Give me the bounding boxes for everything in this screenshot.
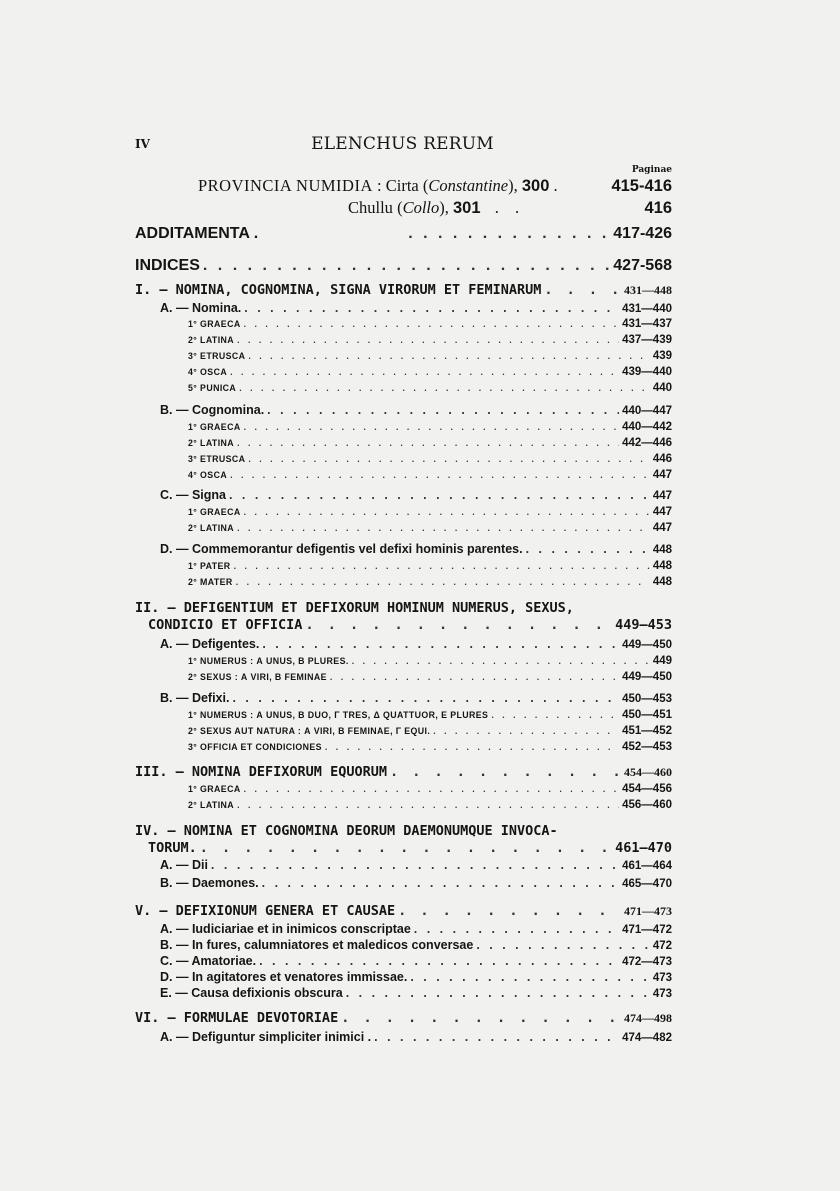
toc-entry: [135, 903, 672, 923]
entry-pages: 448: [652, 576, 672, 588]
toc-entry: [188, 799, 672, 819]
entry-label: A. — Nomina.: [160, 301, 242, 315]
dot-leader: [230, 470, 650, 480]
entry-pages: 449: [652, 655, 672, 667]
toc-entry: [160, 637, 672, 657]
entry-label: 3° ETRUSCA: [188, 351, 246, 361]
dot-leader: [305, 617, 612, 633]
entry-pages: 461—470: [615, 840, 672, 856]
entry-pages: 439—440: [622, 366, 672, 378]
dot-leader: [237, 523, 650, 533]
entry-pages: 451—452: [622, 725, 672, 737]
toc-entry: [135, 1010, 672, 1030]
entry-pages: 449—450: [622, 671, 672, 683]
place-name: Cirta: [385, 176, 419, 195]
entry-label: 1° GRAECA: [188, 422, 241, 432]
entry-label: 1° GRAECA: [188, 784, 241, 794]
entry-pages: 474—498: [624, 1011, 672, 1025]
toc-entry: [188, 382, 672, 402]
dot-leader: [410, 970, 649, 984]
entry-label: III. — NOMINA DEFIXORUM EQUORUM: [135, 764, 387, 780]
modern-name: Collo: [402, 198, 440, 217]
entry-pages: 471—473: [624, 904, 672, 918]
entry-label: I. — NOMINA, COGNOMINA, SIGNA VIRORUM ET FEMINARUM: [135, 282, 542, 298]
entry-label: B. — Daemones.: [160, 876, 259, 890]
entry-pages: 456—460: [622, 799, 672, 811]
entry-label: 2° MATER: [188, 577, 233, 587]
entry-label: CONDICIO ET OFFICIA: [148, 617, 303, 633]
entry-pages: 427-568: [613, 257, 672, 274]
entry-label: A. — Defiguntur simpliciter inimici .: [160, 1030, 372, 1044]
dot-leader: [244, 784, 620, 794]
dot-leader: [390, 764, 621, 780]
page-title: ELENCHUS RERUM: [311, 134, 494, 154]
entry-pages: 473: [652, 972, 672, 984]
entry-pages: 454—460: [624, 765, 672, 779]
entry-pages: 465—470: [622, 878, 672, 890]
entry-pages: 472: [652, 940, 672, 952]
dot-leader: [230, 367, 619, 377]
place-name: Chullu: [348, 198, 393, 217]
entry-pages: 439: [652, 350, 672, 362]
entry-label: A. — Dii: [160, 858, 208, 872]
entry-label: 2° SEXUS AUT NATURA : Α VIRI, Β FEMINAE, Γ EQUI.: [188, 726, 431, 736]
dot-leader: [341, 1010, 621, 1026]
additamenta-entry: [135, 225, 672, 245]
entry-number: 301: [453, 199, 481, 217]
dot-leader: [234, 561, 650, 571]
provincia-line-1: PROVINCIA NUMIDIA : Cirta (Constantine), 300 .: [198, 176, 558, 195]
entry-label: E. — Causa defixionis obscura: [160, 986, 343, 1000]
entry-label: 2° LATINA: [188, 523, 235, 533]
toc-entry: [160, 876, 672, 896]
toc-entry: [188, 522, 672, 542]
entry-pages: 449—453: [615, 617, 672, 633]
toc-entry: [135, 764, 672, 784]
entry-label: 2° LATINA: [188, 438, 235, 448]
dot-leader: [414, 922, 619, 936]
toc-entry: [160, 488, 672, 508]
toc-entry: [160, 858, 672, 878]
entry-pages: 437—439: [622, 334, 672, 346]
dot-leader: [491, 710, 619, 720]
toc-entry: [160, 542, 672, 562]
entry-pages: 442—446: [622, 437, 672, 449]
entry-label: 2° LATINA: [188, 335, 235, 345]
dot-leader: [248, 351, 649, 361]
dot-leader: [262, 637, 619, 651]
dot-leader: [203, 257, 610, 275]
entry-label: 1° GRAECA: [188, 319, 241, 329]
entry-label: 1° PATER: [188, 561, 231, 571]
entry-pages: 446: [652, 453, 672, 465]
entry-pages: 452—453: [622, 741, 672, 753]
toc-entry: [188, 576, 672, 596]
dot-leader: [244, 422, 620, 432]
dot-leader: [232, 691, 619, 705]
toc-entry: [188, 671, 672, 691]
provincia-pages-2: 416: [644, 199, 672, 217]
entry-pages: 431—448: [624, 283, 672, 297]
entry-label: 5° PUNICA: [188, 383, 237, 393]
entry-pages: 440—447: [622, 405, 672, 417]
running-header: [135, 134, 670, 157]
entry-label: A. — Defigentes.: [160, 637, 260, 651]
entry-number: 300: [521, 177, 550, 195]
toc-entry: [188, 741, 672, 761]
entry-label: A. — Iudiciariae et in inimicos conscriptae: [160, 922, 411, 936]
dot-leader: [325, 742, 619, 752]
dot-leader: [244, 319, 620, 329]
page-number: IV: [135, 137, 150, 151]
entry-label: 1° NUMERUS : Α UNUS, Β DUO, Γ TRES, Δ QUATTUOR, Ε PLURES: [188, 710, 489, 720]
entry-pages: 449—450: [622, 639, 672, 651]
toc-entry: [148, 617, 672, 637]
entry-pages: 474—482: [622, 1032, 672, 1044]
dot-leader: [200, 840, 612, 856]
entry-pages: 440: [652, 382, 672, 394]
entry-pages: 472—473: [622, 956, 672, 968]
entry-pages: 447: [652, 490, 672, 502]
dot-leader: [433, 726, 619, 736]
entry-label: C. — Signa: [160, 488, 226, 502]
dot-leader: [267, 403, 619, 417]
toc-entry: [160, 403, 672, 423]
entry-pages: 431—437: [622, 318, 672, 330]
toc-entry: [135, 282, 672, 302]
entry-label: TORUM.: [148, 840, 197, 856]
entry-label: B. — In fures, calumniatores et maledicos conversae: [160, 938, 474, 952]
provincia-pages-1: 415-416: [611, 177, 672, 195]
entry-label: INDICES: [135, 257, 200, 274]
entry-pages: 448: [652, 544, 672, 556]
entry-label: VI. — FORMULAE DEVOTORIAE: [135, 1010, 339, 1026]
toc-entry: [160, 1030, 672, 1050]
entry-label: V. — DEFIXIONUM GENERA ET CAUSAE: [135, 903, 396, 919]
entry-label: 3° OFFICIA ET CONDICIONES: [188, 742, 322, 752]
dot-leader: [408, 225, 610, 243]
entry-label: 2° SEXUS : Α VIRI, Β FEMINAE: [188, 672, 327, 682]
dot-leader: [248, 454, 649, 464]
entry-pages: 450—451: [622, 709, 672, 721]
entry-label: 2° LATINA: [188, 800, 235, 810]
entry-label: IV. — NOMINA ET COGNOMINA DEORUM DAEMONUMQUE INVOCA-: [135, 823, 558, 839]
indices-entry: [135, 257, 672, 277]
entry-label: B. — Cognomina.: [160, 403, 265, 417]
entry-label: 4° OSCA: [188, 367, 228, 377]
entry-pages: 447: [652, 522, 672, 534]
dot-leader: [229, 488, 650, 502]
paginae-label: Paginae: [631, 165, 672, 175]
entry-label: 4° OSCA: [188, 470, 228, 480]
dot-leader: [526, 542, 650, 556]
dot-leader: [374, 1030, 619, 1044]
toc-entry: [148, 840, 672, 860]
entry-label: II. — DEFIGENTIUM ET DEFIXORUM HOMINUM NUMERUS, SEXUS,: [135, 600, 574, 616]
dot-leader: [346, 986, 650, 1000]
dot-leader: [244, 301, 619, 315]
toc-entry: [160, 691, 672, 711]
dot-leader: [237, 335, 619, 345]
provincia-label: PROVINCIA NUMIDIA: [198, 176, 373, 195]
entry-label: B. — Defixi.: [160, 691, 230, 705]
dot-leader: [398, 903, 621, 919]
entry-pages: 461—464: [622, 860, 672, 872]
dot-leader: [330, 672, 619, 682]
dot-leader: [476, 938, 650, 952]
dot-leader: [237, 438, 619, 448]
dot-leader: [244, 507, 650, 517]
entry-pages: 431—440: [622, 303, 672, 315]
entry-pages: 448: [652, 560, 672, 572]
provincia-line-2: Chullu (Collo), 301 . .: [348, 198, 526, 217]
entry-label: ADDITAMENTA .: [135, 225, 259, 242]
entry-pages: 417-426: [613, 225, 672, 242]
entry-label: 1° GRAECA: [188, 507, 241, 517]
entry-pages: 447: [652, 506, 672, 518]
dot-leader: [236, 577, 650, 587]
dot-leader: [239, 383, 650, 393]
entry-label: D. — Commemorantur defigentis vel defixi hominis parentes.: [160, 542, 523, 556]
dot-leader: [262, 876, 619, 890]
toc-entry: [160, 986, 672, 1006]
dot-leader: [259, 954, 619, 968]
dot-leader: [237, 800, 619, 810]
dot-leader: [544, 282, 621, 298]
entry-pages: 473: [652, 988, 672, 1000]
entry-label: 1° NUMERUS : Α UNUS, Β PLURES.: [188, 656, 349, 666]
toc-entry: [188, 469, 672, 489]
dot-leader: [211, 858, 619, 872]
entry-label: 3° ETRUSCA: [188, 454, 246, 464]
entry-label: D. — In agitatores et venatores immissae.: [160, 970, 408, 984]
entry-pages: 447: [652, 469, 672, 481]
entry-pages: 471—472: [622, 924, 672, 936]
entry-label: C. — Amatoriae.: [160, 954, 257, 968]
modern-name: Constantine: [428, 176, 509, 195]
dot-leader: [352, 656, 650, 666]
entry-pages: 450—453: [622, 693, 672, 705]
entry-pages: 454—456: [622, 783, 672, 795]
entry-pages: 440—442: [622, 421, 672, 433]
